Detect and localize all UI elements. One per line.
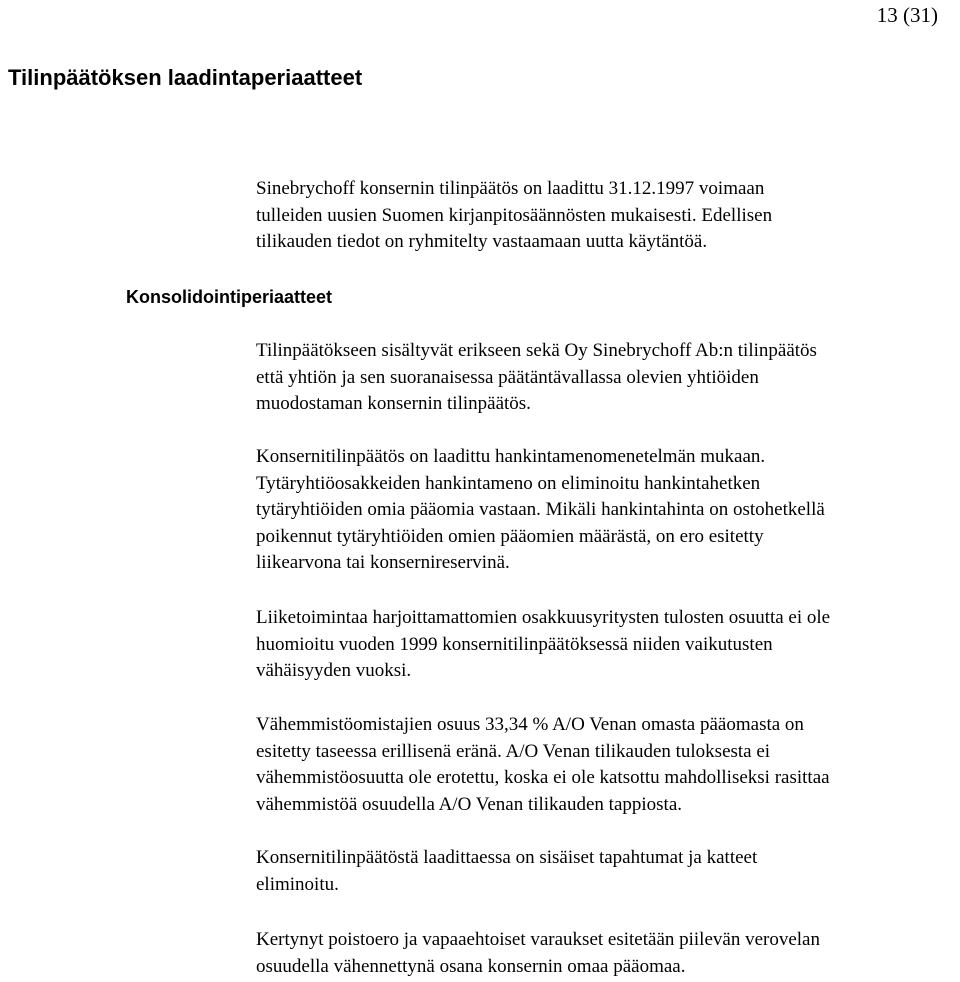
section-heading-konsolidointiperiaatteet: Konsolidointiperiaatteet (126, 287, 333, 307)
paragraph-scope: Tilinpäätökseen sisältyvät erikseen sekä Oy Sinebrychoff Ab:n tilinpäätös että yhtiön ja sen suoranaisessa päätäntävallassa olevien yhtiöiden muodostaman konsernin tilinpäätös. (256, 340, 817, 414)
document-title: Tilinpäätöksen laadintaperiaatteet (8, 65, 363, 90)
paragraph-minority-interest: Vähemmistöomistajien osuus 33,34 % A/O Venan omasta pääomasta on esitetty taseessa erillisenä eränä. A/O Venan tilikauden tuloksesta ei vähemmistöosuutta ole erotettu, koska ei ole katsottu mahdolliseksi rasittaa vähemmistöä osuudella A/O Venan tilikauden tappiosta. (256, 714, 830, 815)
paragraph-depreciation-difference: Kertynyt poistoero ja vapaaehtoiset varaukset esitetään piilevän verovelan osuudella vähennettynä osana konsernin omaa pääomaa. (256, 929, 820, 977)
paragraph-acquisition-method: Konsernitilinpäätös on laadittu hankintamenomenetelmän mukaan. Tytäryhtiöosakkeiden hankintameno on eliminoitu hankintahetken tytäryhtiöiden omia pääomia vastaan. Mikäli hankintahinta on ostohetkellä poikennut tytäryhtiöiden omien pääomien määrästä, on ero esitetty liikearvona tai konsernireservinä. (256, 446, 825, 573)
page-number: 13 (31) (876, 3, 938, 27)
paragraph-internal-transactions: Konsernitilinpäätöstä laadittaessa on sisäiset tapahtumat ja katteet eliminoitu. (256, 847, 758, 895)
paragraph-associated-companies: Liiketoimintaa harjoittamattomien osakkuusyritysten tulosten osuutta ei ole huomioitu vuoden 1999 konsernitilinpäätöksessä niiden vaikutusten vähäisyyden vuoksi. (256, 607, 831, 681)
intro-paragraph: Sinebrychoff konsernin tilinpäätös on laadittu 31.12.1997 voimaan tulleiden uusien Suomen kirjanpitosäännösten mukaisesti. Edellisen tilikauden tiedot on ryhmitelty vastaamaan uutta käytäntöä. (256, 178, 773, 252)
